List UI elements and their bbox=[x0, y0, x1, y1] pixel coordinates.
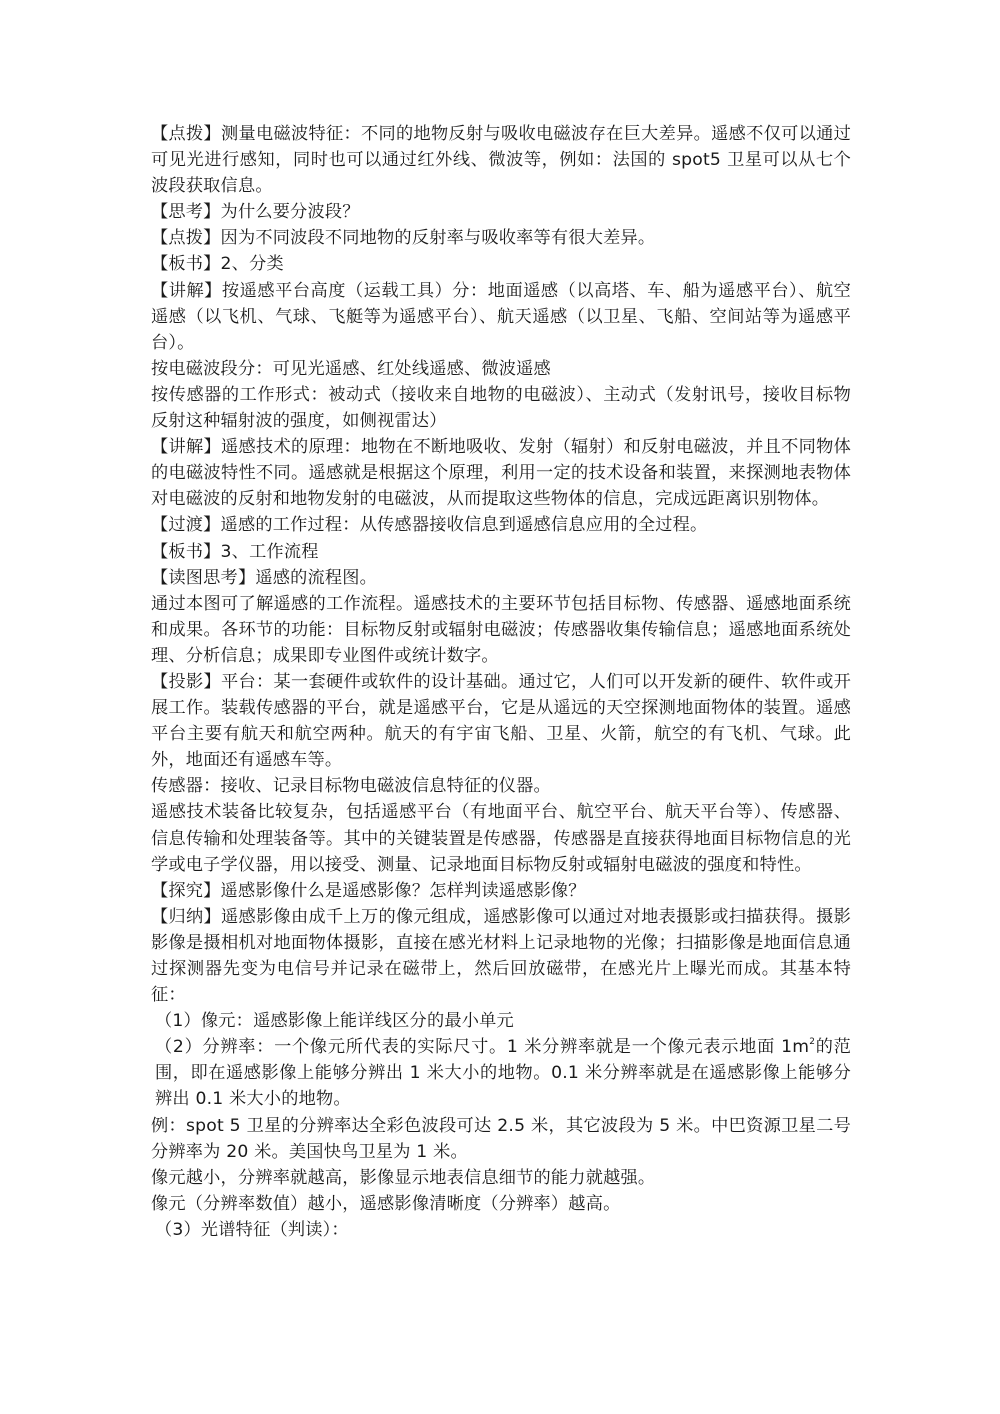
paragraph-workflow-description: 通过本图可了解遥感的工作流程。遥感技术的主要环节包括目标物、传感器、遥感地面系统和成果。各环节的功能：目标物反射或辐射电磁波；传感器收集传输信息；遥感地面系统处理、分析信息；成果即专业图件或统计数字。 bbox=[151, 593, 851, 666]
paragraph-board-workflow: 【板书】3、工作流程 bbox=[151, 541, 319, 562]
paragraph-sensor-definition: 传感器：接收、记录目标物电磁波信息特征的仪器。 bbox=[151, 776, 551, 797]
paragraph-explore-images: 【探究】遥感影像什么是遥感影像？怎样判读遥感影像？ bbox=[151, 880, 586, 901]
paragraph-hint-wave-features: 【点拨】测量电磁波特征：不同的地物反射与吸收电磁波存在巨大差异。遥感不仅可以通过可见光进行感知，同时也可以通过红外线、微波等，例如：法国的 spot5 卫星可以从七个波段获取信息。 bbox=[151, 124, 851, 197]
paragraph-read-diagram: 【读图思考】遥感的流程图。 bbox=[151, 567, 378, 588]
paragraph-hint-band-difference: 【点拨】因为不同波段不同地物的反射率与吸收率等有很大差异。 bbox=[151, 228, 656, 249]
superscript-square: 2 bbox=[809, 1037, 816, 1048]
paragraph-pixel-clarity: 像元（分辨率数值）越小，遥感影像清晰度（分辨率）越高。 bbox=[151, 1193, 621, 1214]
document-page bbox=[151, 121, 851, 1243]
paragraph-pixel: （1）像元：遥感影像上能详线区分的最小单元 bbox=[155, 1011, 514, 1032]
resolution-text-a: （2）分辨率：一个像元所代表的实际尺寸。1 米分辨率就是一个像元表示地面 1m bbox=[155, 1037, 810, 1058]
paragraph-pixel-smaller: 像元越小，分辨率就越高，影像显示地表信息细节的能力就越强。 bbox=[151, 1167, 656, 1188]
paragraph-example-satellites: 例：spot 5 卫星的分辨率达全彩色波段可达 2.5 米，其它波段为 5 米。中巴资源卫星二号分辨率为 20 米。美国快鸟卫星为 1 米。 bbox=[151, 1115, 851, 1162]
paragraph-think-why-bands: 【思考】为什么要分波段？ bbox=[151, 202, 360, 223]
paragraph-by-wave-band: 按电磁波段分：可见光遥感、红处线遥感、微波遥感 bbox=[151, 358, 551, 379]
resolution-text-b: 的范围，即在遥感影像上能够分辨出 1 米大小的地物。0.1 米分辨率就是在遥感影像上能够分辨出 0.1 米大小的地物。 bbox=[155, 1037, 852, 1110]
paragraph-equipment: 遥感技术装备比较复杂，包括遥感平台（有地面平台、航空平台、航天平台等）、传感器、信息传输和处理装备等。其中的关键装置是传感器，传感器是直接获得地面目标物信息的光学或电子学仪器，用以接受、测量、记录地面目标物反射或辐射电磁波的强度和特性。 bbox=[151, 802, 851, 875]
paragraph-board-classification: 【板书】2、分类 bbox=[151, 254, 284, 275]
paragraph-spectral-features: （3）光谱特征（判读）： bbox=[155, 1219, 349, 1240]
paragraph-summary-images: 【归纳】遥感影像由成千上万的像元组成，遥感影像可以通过对地表摄影或扫描获得。摄影影像是摄相机对地面物体摄影，直接在感光材料上记录地物的光像；扫描影像是地面信息通过探测器先变为电信号并记录在磁带上，然后回放磁带，在感光片上曝光而成。其基本特征： bbox=[151, 906, 851, 1006]
paragraph-explain-principle: 【讲解】遥感技术的原理：地物在不断地吸收、发射（辐射）和反射电磁波，并且不同物体的电磁波特性不同。遥感就是根据这个原理，利用一定的技术设备和装置，来探测地表物体对电磁波的反射和地物发射的电磁波，从而提取这些物体的信息，完成远距离识别物体。 bbox=[151, 437, 851, 510]
paragraph-explain-platform-height: 【讲解】按遥感平台高度（运载工具）分：地面遥感（以高塔、车、船为遥感平台）、航空遥感（以飞机、气球、飞艇等为遥感平台）、航天遥感（以卫星、飞船、空间站等为遥感平台）。 bbox=[151, 280, 851, 353]
paragraph-by-sensor-form: 按传感器的工作形式：被动式（接收来自地物的电磁波）、主动式（发射讯号，接收目标物反射这种辐射波的强度，如侧视雷达） bbox=[151, 384, 851, 432]
paragraph-projection-platform: 【投影】平台：某一套硬件或软件的设计基础。通过它，人们可以开发新的硬件、软件或开展工作。装载传感器的平台，就是遥感平台，它是从遥远的天空探测地面物体的装置。遥感平台主要有航天和航空两种。航天的有宇宙飞船、卫星、火箭，航空的有飞机、气球。此外，地面还有遥感车等。 bbox=[151, 671, 851, 771]
paragraph-resolution bbox=[151, 1034, 851, 1112]
paragraph-transition-process: 【过渡】遥感的工作过程：从传感器接收信息到遥感信息应用的全过程。 bbox=[151, 515, 708, 536]
